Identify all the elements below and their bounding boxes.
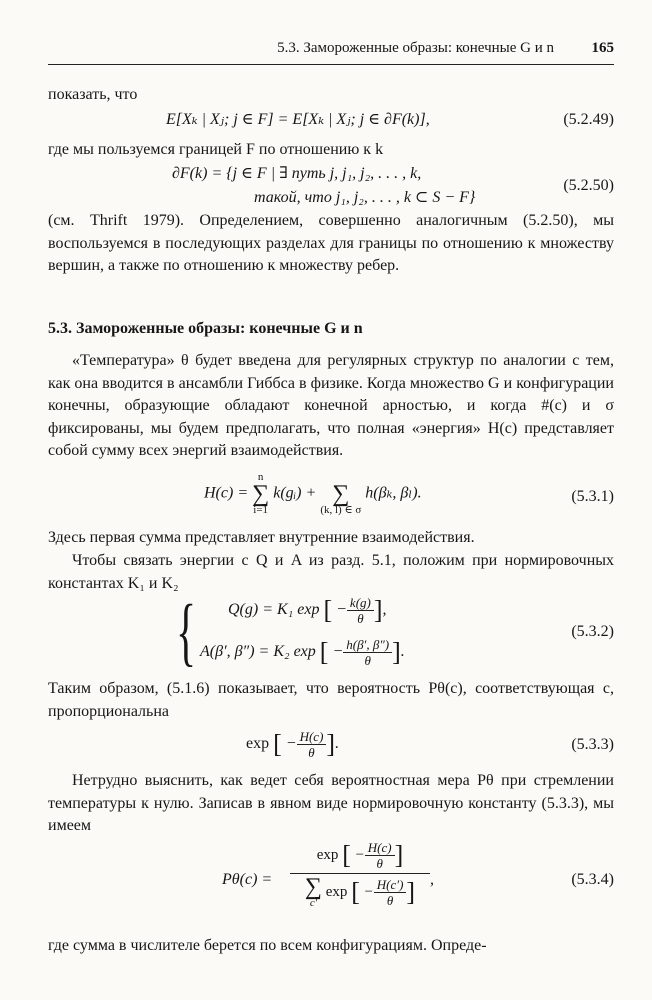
equation-5-3-3: exp [ − $\frac{H(c)}{\theta}$ ]. [246,728,340,760]
running-header [48,40,614,65]
section-heading: 5.3. Замороженные образы: конечные G и n [48,320,363,337]
paragraph-link-energies [48,550,614,595]
eq531-lhs: H(c) = [204,484,249,502]
eq534-top-num: H(c) [365,840,395,856]
paragraph-show-that: показать, что [48,86,138,103]
equation-5-2-50-line2: такой, что j₁, j₂, . . . , k ⊂ S − F} [254,189,476,206]
eq534-sum-sub: c′ [309,897,318,909]
eq533-den: θ [308,744,315,760]
equation-5-3-1 [204,472,422,516]
paragraph-numerator-sum: где сумма в числителе берется по всем конфигурациям. Опреде- [48,937,487,954]
paragraph-probability [48,678,614,723]
equation-number-5-3-2: (5.3.2) [571,623,614,640]
eq532-line1-lhs: Q(g) = K₁ exp [228,601,320,618]
eq531-term2: h(βₖ, βₗ). [365,484,422,502]
eq532-num1: k(g) [347,595,374,611]
paragraph-boundary: где мы пользуемся границей F по отношению к k [48,141,384,158]
equation-5-3-4-fraction [290,840,430,909]
equation-5-3-2-line1: Q(g) = K₁ exp [ − $\frac{k(g)}{\theta}$ ], [228,594,387,626]
equation-5-3-2-line2: A(β′, β″) = K₂ exp [ − $\frac{h(\beta', \beta'')}{\theta}$ ]. [200,636,405,668]
eq534-denominator: ∑ c′ exp [ − $\frac{H(c')}{\theta}$ ] [290,873,430,909]
paragraph-thrift-text: (см. Thrift 1979). Определением, совершенно аналогичным (5.2.50), мы воспользуемся в последующих разделах для границы по отношению к множеству вершин, а также по отношению к множеству ребер. [48,212,614,274]
eq531-sum1: n ∑ i=1 [252,471,270,516]
paragraph-first-sum: Здесь первая сумма представляет внутренние взаимодействия. [48,529,475,546]
eq532-end2: . [400,643,405,660]
eq534-bot-num: H(c′) [374,877,407,893]
eq531-sum2-bottom: (k, l) ∈ σ [320,504,362,516]
equation-number-5-3-3: (5.3.3) [571,736,614,753]
eq531-sum1-top: n [257,471,264,483]
page-number: 165 [591,40,614,56]
running-title: 5.3. Замороженные образы: конечные G и n [277,40,554,56]
eq531-term1: k(gᵢ) + [273,484,317,502]
paragraph-measure-text: Нетрудно выяснить, как ведет себя вероятностная мера Pθ при стремлении температуры к нулю. Записав в явном виде нормировочную константу (5.3.3), мы имеем [48,772,614,834]
paragraph-probability-text: Таким образом, (5.1.6) показывает, что вероятность Pθ(c), соответствующая c, пропорциональна [48,680,614,720]
equation-5-2-50-line1: ∂F(k) = {j ∈ F | ∃ путь j, j₁, j₂, . . . , k, [172,165,422,182]
eq532-num2: h(β′, β″) [343,637,392,653]
equation-5-3-4-lhs: Pθ(c) = [222,871,273,888]
eq534-sum: ∑ c′ [304,874,323,909]
eq534-bot-exp: exp [325,883,348,900]
eq532-den1: θ [357,610,364,626]
eq534-end: , [430,871,434,888]
equation-number-5-2-50: (5.2.50) [563,177,614,194]
equation-number-5-3-4: (5.3.4) [571,871,614,888]
equation-number-5-3-1: (5.3.1) [571,488,614,505]
paragraph-thrift [48,210,614,278]
paragraph-measure [48,770,614,838]
eq531-sum1-bottom: i=1 [253,504,269,516]
system-brace: { [176,590,197,674]
eq534-top-exp: exp [316,846,339,863]
paragraph-temperature-text: «Температура» θ будет введена для регулярных структур по аналогии с тем, как она вводится в ансамбли Гиббса в физике. Когда множество G и конфигурации конечны, образующие обладают конечной арностью, и когда #(c) и σ фиксированы, мы будем предполагать, что полная «энергия» H(c) представляет собой сумму всех энергий взаимодействия. [48,352,614,459]
eq533-exp: exp [246,735,270,752]
eq532-line2-lhs: A(β′, β″) = K₂ exp [200,643,316,660]
eq531-sum2: ∑ (k, l) ∈ σ [320,481,362,516]
eq534-numerator: exp [ − $\frac{H(c)}{\theta}$ ] [316,840,404,871]
eq533-num: H(c) [297,729,327,745]
eq534-bot-den: θ [386,893,394,908]
paragraph-temperature [48,350,614,463]
equation-number-5-2-49: (5.2.49) [563,111,614,128]
eq533-end: . [335,735,340,752]
paragraph-link-energies-text: Чтобы связать энергии с Q и A из разд. 5.1, положим при нормировочных константах K₁ и K₂ [48,552,614,592]
eq532-end1: , [382,601,387,618]
eq532-den2: θ [364,652,371,668]
equation-5-2-49: E[Xₖ | Xⱼ; j ∈ F] = E[Xₖ | Xⱼ; j ∈ ∂F(k)], [166,111,430,128]
eq534-top-den: θ [376,856,383,871]
